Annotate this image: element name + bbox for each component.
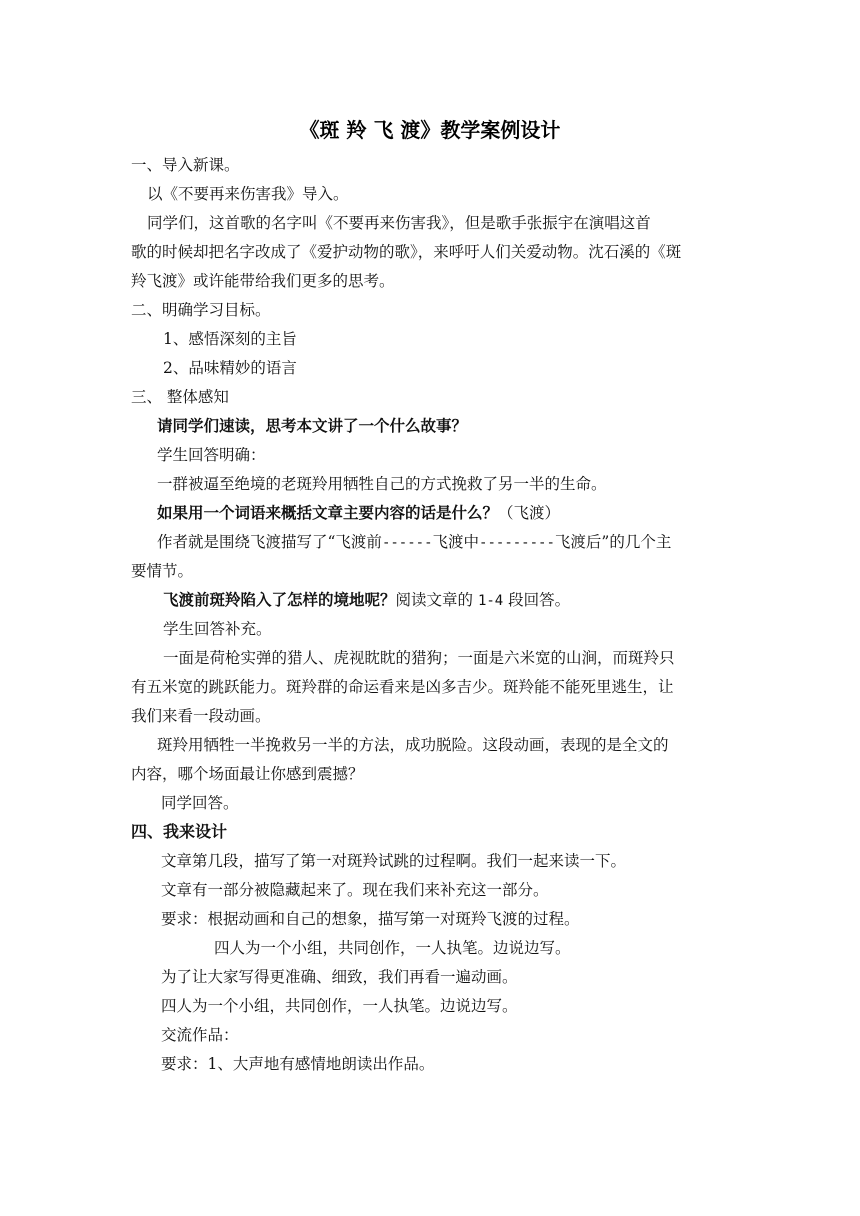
- section-4-line-2: 文章有一部分被隐藏起来了。现在我们来补充这一部分。: [161, 881, 549, 899]
- question-1: 请同学们速读，思考本文讲了一个什么故事？: [157, 416, 468, 435]
- section-4-line-7: 交流作品：: [161, 1026, 239, 1044]
- paragraph-1-dashes-2: ---------: [479, 535, 555, 551]
- paragraph-2-line-3: 我们来看一段动画。: [131, 707, 271, 725]
- section-3-heading: 三、 整体感知: [131, 388, 229, 406]
- answer-1-label: 学生回答明确：: [157, 446, 266, 464]
- document-title: 《斑 羚 飞 渡》教学案例设计: [299, 118, 561, 142]
- section-2-heading: 二、明确学习目标。: [131, 301, 271, 319]
- question-3-instruction-a: 阅读文章的: [395, 591, 478, 609]
- section-4-line-5: 为了让大家写得更准确、细致，我们再看一遍动画。: [161, 968, 518, 986]
- section-1-paragraph-line-1: 同学们，这首歌的名字叫《不要再来伤害我》，但是歌手张振宇在演唱这首: [147, 214, 651, 232]
- section-1-paragraph-line-3: 羚飞渡》或许能带给我们更多的思考。: [131, 272, 395, 290]
- question-3: 飞渡前斑羚陷入了怎样的境地呢？: [163, 590, 396, 609]
- section-1-intro-line: 以《不要再来伤害我》导入。: [147, 185, 349, 203]
- section-4-line-6: 四人为一个小组，共同创作，一人执笔。边说边写。: [161, 997, 518, 1015]
- paragraph-1-dashes-1: ------: [381, 535, 433, 551]
- question-2-line: [157, 503, 560, 523]
- paragraph-2-line-1: 一面是荷枪实弹的猎人、虎视眈眈的猎狗；一面是六米宽的山涧，而斑羚只: [163, 649, 675, 667]
- paragraph-1-line-2: 要情节。: [131, 562, 194, 580]
- section-4-line-3: 要求：根据动画和自己的想象，描写第一对斑羚飞渡的过程。: [161, 910, 580, 928]
- paragraph-1-part-c: 飞渡后”的几个主: [554, 533, 672, 551]
- paragraph-1-line-1: [157, 532, 671, 553]
- paragraph-1-part-a: 作者就是围绕飞渡描写了“飞渡前: [157, 533, 382, 551]
- goal-item-2: 2、品味精妙的语言: [163, 359, 297, 377]
- section-4-line-4: 四人为一个小组，共同创作，一人执笔。边说边写。: [214, 939, 571, 957]
- question-3-line: [163, 590, 570, 611]
- answer-1: 一群被逼至绝境的老斑羚用牺牲自己的方式挽救了另一半的生命。: [157, 475, 607, 493]
- goal-item-1: 1、感悟深刻的主旨: [163, 330, 297, 348]
- paragraph-3-line-2: 内容，哪个场面最让你感到震撼？: [131, 765, 364, 783]
- section-1-heading: 一、导入新课。: [131, 156, 240, 174]
- section-4-line-1: 文章第几段，描写了第一对斑羚试跳的过程啊。我们一起来读一下。: [161, 852, 627, 870]
- paragraph-2-line-2: 有五米宽的跳跃能力。斑羚群的命运看来是凶多吉少。斑羚能不能死里逃生，让: [131, 678, 674, 696]
- question-3-range: 1-4: [477, 593, 504, 609]
- section-4-line-8: 要求：1、大声地有感情地朗读出作品。: [161, 1055, 435, 1073]
- question-2-answer: （飞渡）: [498, 504, 561, 522]
- question-3-instruction-b: 段回答。: [503, 591, 571, 609]
- answer-3-label: 学生回答补充。: [163, 620, 272, 638]
- section-4-heading: 四、我来设计: [131, 822, 228, 841]
- answer-4: 同学回答。: [161, 794, 239, 812]
- paragraph-1-part-b: 飞渡中: [432, 533, 480, 551]
- paragraph-3-line-1: 斑羚用牺牲一半挽救另一半的方法，成功脱险。这段动画，表现的是全文的: [157, 736, 669, 754]
- section-1-paragraph-line-2: 歌的时候却把名字改成了《爱护动物的歌》，来呼吁人们关爱动物。沈石溪的《斑: [131, 243, 682, 261]
- question-2: 如果用一个词语来概括文章主要内容的话是什么？: [157, 503, 499, 522]
